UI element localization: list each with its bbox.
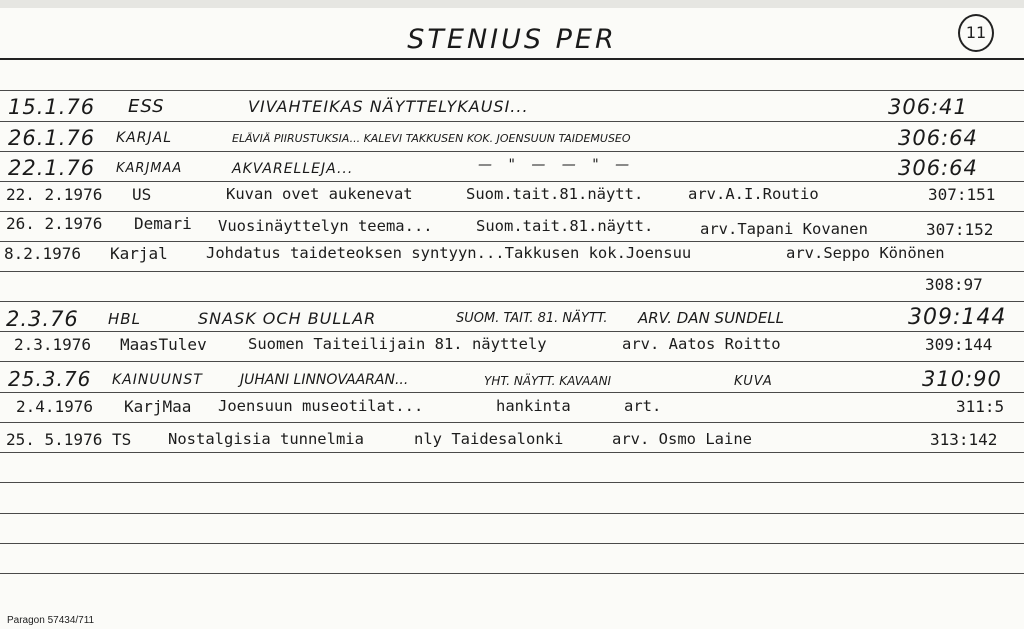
card-number-circle: 11	[958, 14, 994, 52]
entry-title: AKVARELLEJA...	[232, 161, 354, 177]
entry-title: Johdatus taideteoksen syntyyn...Takkusen kok.Joensuu	[206, 244, 692, 262]
rule-line	[0, 90, 1024, 91]
entry-critic: arv.Seppo Könönen	[786, 244, 945, 262]
entry-ref: 306:64	[898, 126, 978, 150]
card-footer: Paragon 57434/711	[7, 615, 95, 626]
entry-paper: KARJAL	[116, 130, 172, 146]
entry-critic: arv. Osmo Laine	[612, 430, 752, 448]
rule-line	[0, 361, 1024, 362]
header-rule	[0, 58, 1024, 60]
entry-title: Suomen Taiteilijain 81. näyttely	[248, 335, 547, 353]
entry-date: 26. 2.1976	[6, 214, 103, 233]
entry-date: 26.1.76	[8, 126, 96, 150]
entry-ref: 306:41	[888, 95, 968, 119]
entry-date: 22. 2.1976	[6, 185, 103, 204]
entry-ref: 306:64	[898, 156, 978, 180]
entry-exhibition: Suom.tait.81.näytt.	[476, 217, 654, 235]
rule-line	[0, 121, 1024, 122]
rule-line	[0, 181, 1024, 182]
entry-paper: HBL	[108, 310, 141, 328]
entry-exhibition: hankinta	[496, 397, 571, 415]
rule-line	[0, 331, 1024, 332]
rule-line	[0, 482, 1024, 483]
entry-title: Kuvan ovet aukenevat	[226, 185, 413, 203]
rule-line	[0, 543, 1024, 544]
entry-critic: arv.A.I.Routio	[688, 185, 819, 203]
rule-line	[0, 513, 1024, 514]
entry-critic: arv.Tapani Kovanen	[700, 220, 868, 238]
rule-line	[0, 271, 1024, 272]
entry-ref: 313:142	[930, 430, 998, 449]
entry-exhibition: YHT. NÄYTT. KAVAANI	[484, 374, 612, 388]
entry-ref: 308:97	[925, 275, 983, 294]
entry-exhibition: SUOM. TAIT. 81. NÄYTT.	[456, 311, 608, 326]
entry-paper: US	[132, 185, 152, 204]
entry-ref: 307:152	[926, 220, 994, 239]
entry-date: 2.3.76	[6, 307, 79, 331]
rule-line	[0, 452, 1024, 453]
entry-ref: 311:5	[956, 397, 1005, 416]
entry-ref: 307:151	[928, 185, 996, 204]
entry-paper: Demari	[134, 214, 192, 233]
entry-title: Nostalgisia tunnelmia	[168, 430, 364, 448]
rule-line	[0, 392, 1024, 393]
entry-title: Joensuun museotilat...	[218, 397, 424, 415]
entry-critic: KUVA	[734, 374, 773, 389]
entry-critic: art.	[624, 397, 662, 415]
rule-line	[0, 573, 1024, 574]
entry-title: JUHANI LINNOVAARAN...	[240, 372, 409, 388]
rule-line	[0, 151, 1024, 152]
entry-title: ELÄVIÄ PIIRUSTUKSIA... KALEVI TAKKUSEN KOK. JOENSUUN TAIDEMUSEO	[232, 132, 631, 145]
card-title: STENIUS PER	[407, 24, 617, 55]
entry-ref: 310:90	[922, 367, 1002, 391]
entry-date: 25.3.76	[8, 367, 92, 391]
entry-ref: 309:144	[925, 335, 993, 354]
entry-critic: arv. Aatos Roitto	[622, 335, 781, 353]
entry-paper: KAINUUNST	[112, 372, 203, 388]
entry-ref: 309:144	[908, 305, 1007, 330]
entry-date: 25. 5.1976 TS	[6, 430, 132, 449]
entry-paper: KarjMaa	[124, 397, 192, 416]
entry-date: 8.2.1976	[4, 244, 82, 263]
ditto-marks: — " — — " —	[478, 157, 636, 173]
entry-paper: KARJMAA	[116, 161, 183, 176]
entry-title: Vuosinäyttelyn teema...	[218, 217, 433, 235]
entry-exhibition: Suom.tait.81.näytt.	[466, 185, 644, 203]
entry-date: 15.1.76	[8, 95, 96, 119]
entry-title: SNASK OCH BULLAR	[198, 309, 377, 328]
rule-line	[0, 241, 1024, 242]
entry-paper: MaasTulev	[120, 335, 207, 354]
entry-date: 2.4.1976	[16, 397, 94, 416]
entry-paper: ESS	[128, 96, 165, 117]
rule-line	[0, 422, 1024, 423]
entry-title: VIVAHTEIKAS NÄYTTELYKAUSI...	[248, 97, 529, 116]
entry-paper: Karjal	[110, 244, 168, 263]
entry-critic: ARV. DAN SUNDELL	[638, 309, 785, 327]
card-top-edge	[0, 0, 1024, 8]
rule-line	[0, 301, 1024, 302]
rule-line	[0, 211, 1024, 212]
entry-exhibition: nly Taidesalonki	[414, 430, 564, 448]
entry-date: 2.3.1976	[14, 335, 92, 354]
entry-date: 22.1.76	[8, 156, 96, 180]
